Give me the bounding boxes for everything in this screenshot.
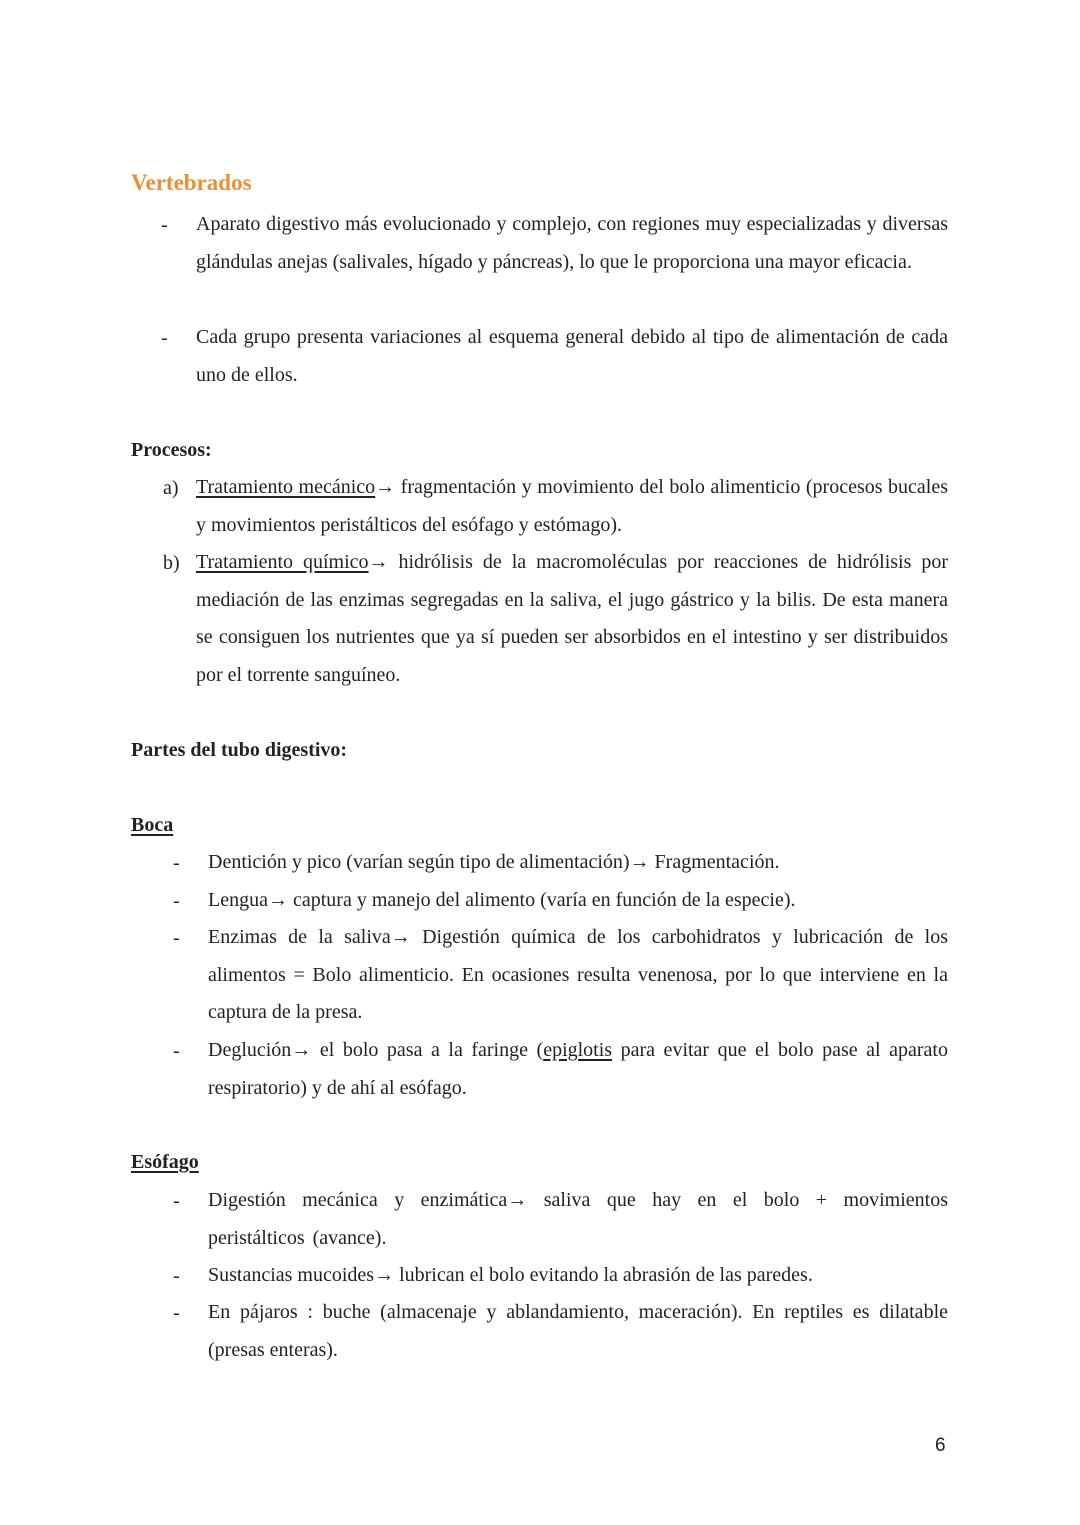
section-title-vertebrados: Vertebrados xyxy=(131,170,252,195)
boca-deglucion-after: para evitar que el bolo pase al aparato respiratorio) y de ahí al esófago. xyxy=(208,1039,948,1099)
esofago-item-3: En pájaros : buche (almacenaje y ablandamiento, maceración). En reptiles es dilatable (presas enteras). xyxy=(208,1301,948,1361)
vertebrados-item-1: Aparato digestivo más evolucionado y complejo, con regiones muy especializadas y diversas glándulas anejas (salivales, hígado y páncreas), lo que le proporciona una mayor eficacia. xyxy=(196,213,948,273)
subsection-title-boca: Boca xyxy=(131,814,174,836)
boca-item-2: Lengua→ captura y manejo del alimento (varía en función de la especie). xyxy=(208,889,796,911)
subsection-title-esofago: Esófago xyxy=(131,1151,199,1173)
term-tratamiento-quimico: Tratamiento químico xyxy=(196,551,369,573)
procesos-item-a-text: → fragmentación y movimiento del bolo alimenticio (procesos bucales y movimientos peristálticos del esófago y estómago). xyxy=(196,476,948,536)
bullet-dash: - xyxy=(173,927,180,949)
section-title-procesos: Procesos: xyxy=(131,439,212,461)
procesos-item-a xyxy=(196,469,948,544)
section-title-partes: Partes del tubo digestivo: xyxy=(131,739,348,761)
bullet-dash: - xyxy=(173,852,180,874)
vertebrados-item-2: Cada grupo presenta variaciones al esquema general debido al tipo de alimentación de cada uno de ellos. xyxy=(196,326,948,386)
procesos-item-b xyxy=(196,544,948,695)
bullet-dash: - xyxy=(173,1190,180,1212)
boca-item-3: Enzimas de la saliva→ Digestión química de los carbohidratos y lubricación de los alimentos = Bolo alimenticio. En ocasiones resulta venenosa, por lo que interviene en la captura de la presa. xyxy=(208,926,948,1024)
esofago-item-2: Sustancias mucoides→ lubrican el bolo evitando la abrasión de las paredes. xyxy=(208,1264,813,1286)
bullet-dash: - xyxy=(173,1302,180,1324)
bullet-dash: - xyxy=(173,1265,180,1287)
term-epiglotis: epiglotis xyxy=(543,1039,613,1061)
esofago-item-1: Digestión mecánica y enzimática→ saliva que hay en el bolo + movimientos peristálticos (avance). xyxy=(208,1189,948,1249)
bullet-dash: - xyxy=(173,890,180,912)
procesos-item-b-text: → hidrólisis de la macromoléculas por reacciones de hidrólisis por mediación de las enzimas segregadas en la saliva, el jugo gástrico y la bilis. De esta manera se consiguen los nutrientes que ya sí pueden ser absorbidos en el intestino y ser distribuidos por el torrente sanguíneo. xyxy=(196,551,949,687)
boca-deglucion-before: Deglución→ el bolo pasa a la faringe ( xyxy=(208,1039,544,1061)
page-number: 6 xyxy=(935,1435,946,1456)
boca-item-4 xyxy=(208,1032,948,1107)
procesos-label-a: a) xyxy=(163,477,179,499)
bullet-dash: - xyxy=(161,214,168,236)
boca-item-1: Dentición y pico (varían según tipo de alimentación)→ Fragmentación. xyxy=(208,851,780,873)
bullet-dash: - xyxy=(161,327,168,349)
bullet-dash: - xyxy=(173,1040,180,1062)
term-tratamiento-mecanico: Tratamiento mecánico xyxy=(196,476,376,498)
procesos-label-b: b) xyxy=(163,552,180,574)
